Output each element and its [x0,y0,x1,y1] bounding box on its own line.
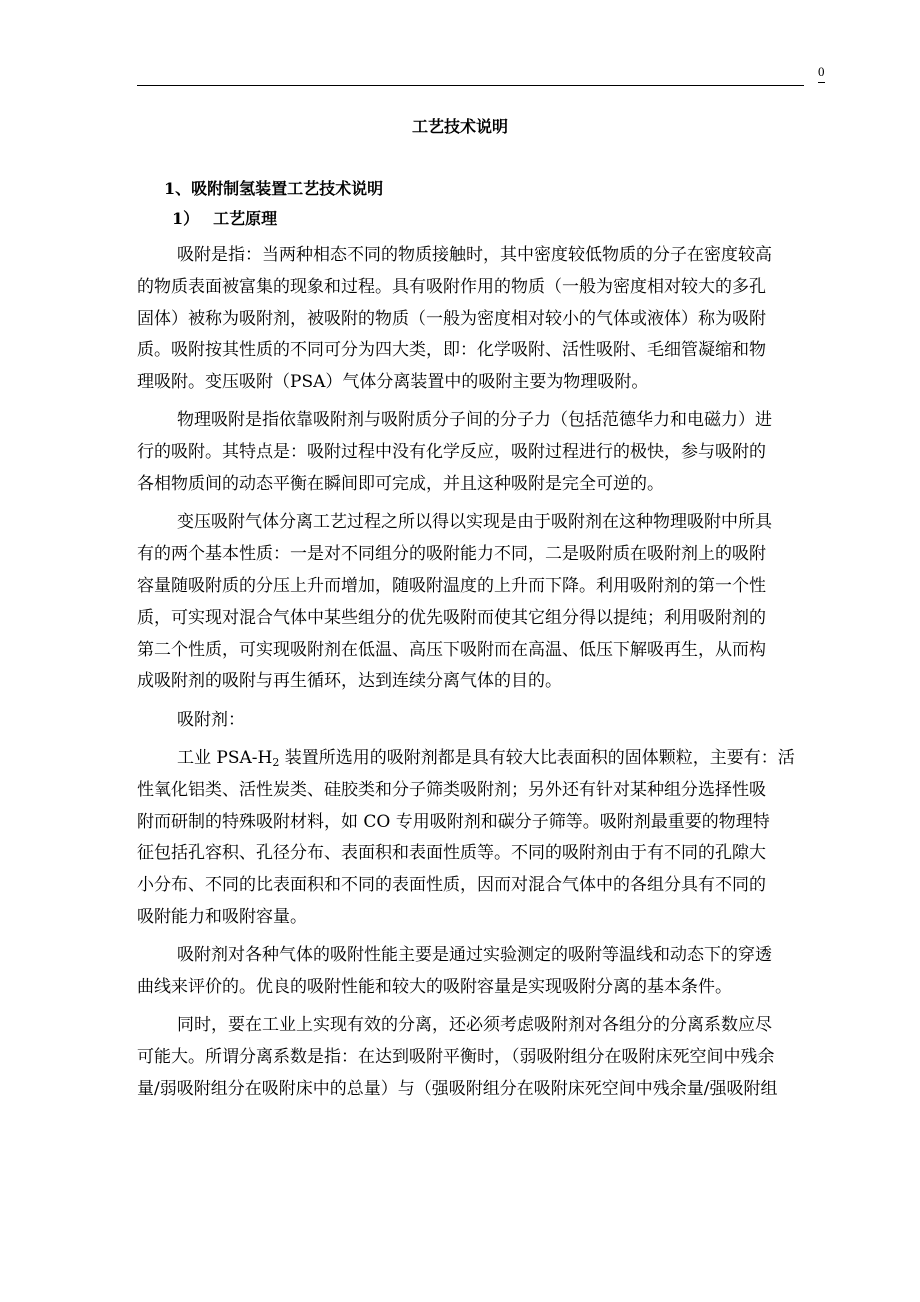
paragraph-adsorbent-types [137,743,829,934]
text-line: 吸附剂： [177,709,245,730]
text-line: 的物质表面被富集的现象和过程。具有吸附作用的物质（一般为密度相对较大的多孔 [137,276,766,297]
text-line: 量/弱吸附组分在吸附床中的总量）与（强吸附组分在吸附床死空间中残余量/强吸附组 [137,1078,778,1099]
text-line: 曲线来评价的。优良的吸附性能和较大的吸附容量是实现吸附分离的基本条件。 [137,977,732,998]
text-fragment: 工业 PSA-H [177,747,273,768]
document-title: 工艺技术说明 [411,117,508,136]
section-heading: 1、吸附制氢装置工艺技术说明 [164,179,384,198]
text-line: 性氧化铝类、活性炭类、硅胶类和分子筛类吸附剂；另外还有针对某种组分选择性吸 [137,779,766,800]
text-line: 物理吸附是指依靠吸附剂与吸附质分子间的分子力（包括范德华力和电磁力）进 [177,410,772,431]
text-line: 吸附剂对各种气体的吸附性能主要是通过实验测定的吸附等温线和动态下的穿透 [177,945,772,966]
text-fragment: 装置所选用的吸附剂都是具有较大比表面积的固体颗粒，主要有：活 [279,747,795,768]
text-line: 各相物质间的动态平衡在瞬间即可完成，并且这种吸附是完全可逆的。 [137,474,664,495]
subscript-text: 2 [272,755,280,769]
text-line: 附而研制的特殊吸附材料，如 CO 专用吸附剂和碳分子筛等。吸附剂最重要的物理特 [137,811,770,832]
header-rule [137,85,804,86]
text-line: 成吸附剂的吸附与再生循环，达到连续分离气体的目的。 [137,671,562,692]
paragraph-adsorption-performance [137,940,829,1004]
text-line: 吸附是指：当两种相态不同的物质接触时，其中密度较低物质的分子在密度较高 [177,245,772,265]
document-body [137,240,829,1106]
text-line: 行的吸附。其特点是：吸附过程中没有化学反应，吸附过程进行的极快，参与吸附的 [137,442,766,463]
text-line: 固体）被称为吸附剂，被吸附的物质（一般为密度相对较小的气体或液体）称为吸附 [137,308,766,329]
text-line: 质，可实现对混合气体中某些组分的优先吸附而使其它组分得以提纯；利用吸附剂的 [137,607,766,628]
text-line: 有的两个基本性质：一是对不同组分的吸附能力不同，二是吸附质在吸附剂上的吸附 [137,544,766,565]
subsection-number: 1） [172,209,200,228]
text-line [137,743,829,775]
subsection-heading [172,206,277,232]
paragraph-separation-coefficient [137,1010,829,1105]
text-line: 理吸附。变压吸附（PSA）气体分离装置中的吸附主要为物理吸附。 [137,372,649,393]
subsection-title: 工艺原理 [213,209,278,228]
paragraph-adsorption-definition [137,240,829,399]
page-number: 0 [818,64,825,83]
text-line: 吸附能力和吸附容量。 [137,906,307,927]
text-line: 容量随吸附质的分压上升而增加，随吸附温度的上升而下降。利用吸附剂的第一个性 [137,575,766,596]
text-line: 变压吸附气体分离工艺过程之所以得以实现是由于吸附剂在这种物理吸附中所具 [177,512,772,533]
paragraph-adsorbent-label [137,705,829,737]
paragraph-psa-principle [137,507,829,698]
text-line: 小分布、不同的比表面积和不同的表面性质，因而对混合气体中的各组分具有不同的 [137,875,766,896]
text-line: 质。吸附按其性质的不同可分为四大类，即：化学吸附、活性吸附、毛细管凝缩和物 [137,340,766,361]
text-line: 同时，要在工业上实现有效的分离，还必须考虑吸附剂对各组分的分离系数应尽 [177,1015,772,1036]
text-line: 可能大。所谓分离系数是指：在达到吸附平衡时，（弱吸附组分在吸附床死空间中残余 [137,1047,775,1068]
text-line: 征包括孔容积、孔径分布、表面积和表面性质等。不同的吸附剂由于有不同的孔隙大 [137,843,766,864]
paragraph-physical-adsorption [137,405,829,500]
text-line: 第二个性质，可实现吸附剂在低温、高压下吸附而在高温、低压下解吸再生，从而构 [137,639,766,660]
